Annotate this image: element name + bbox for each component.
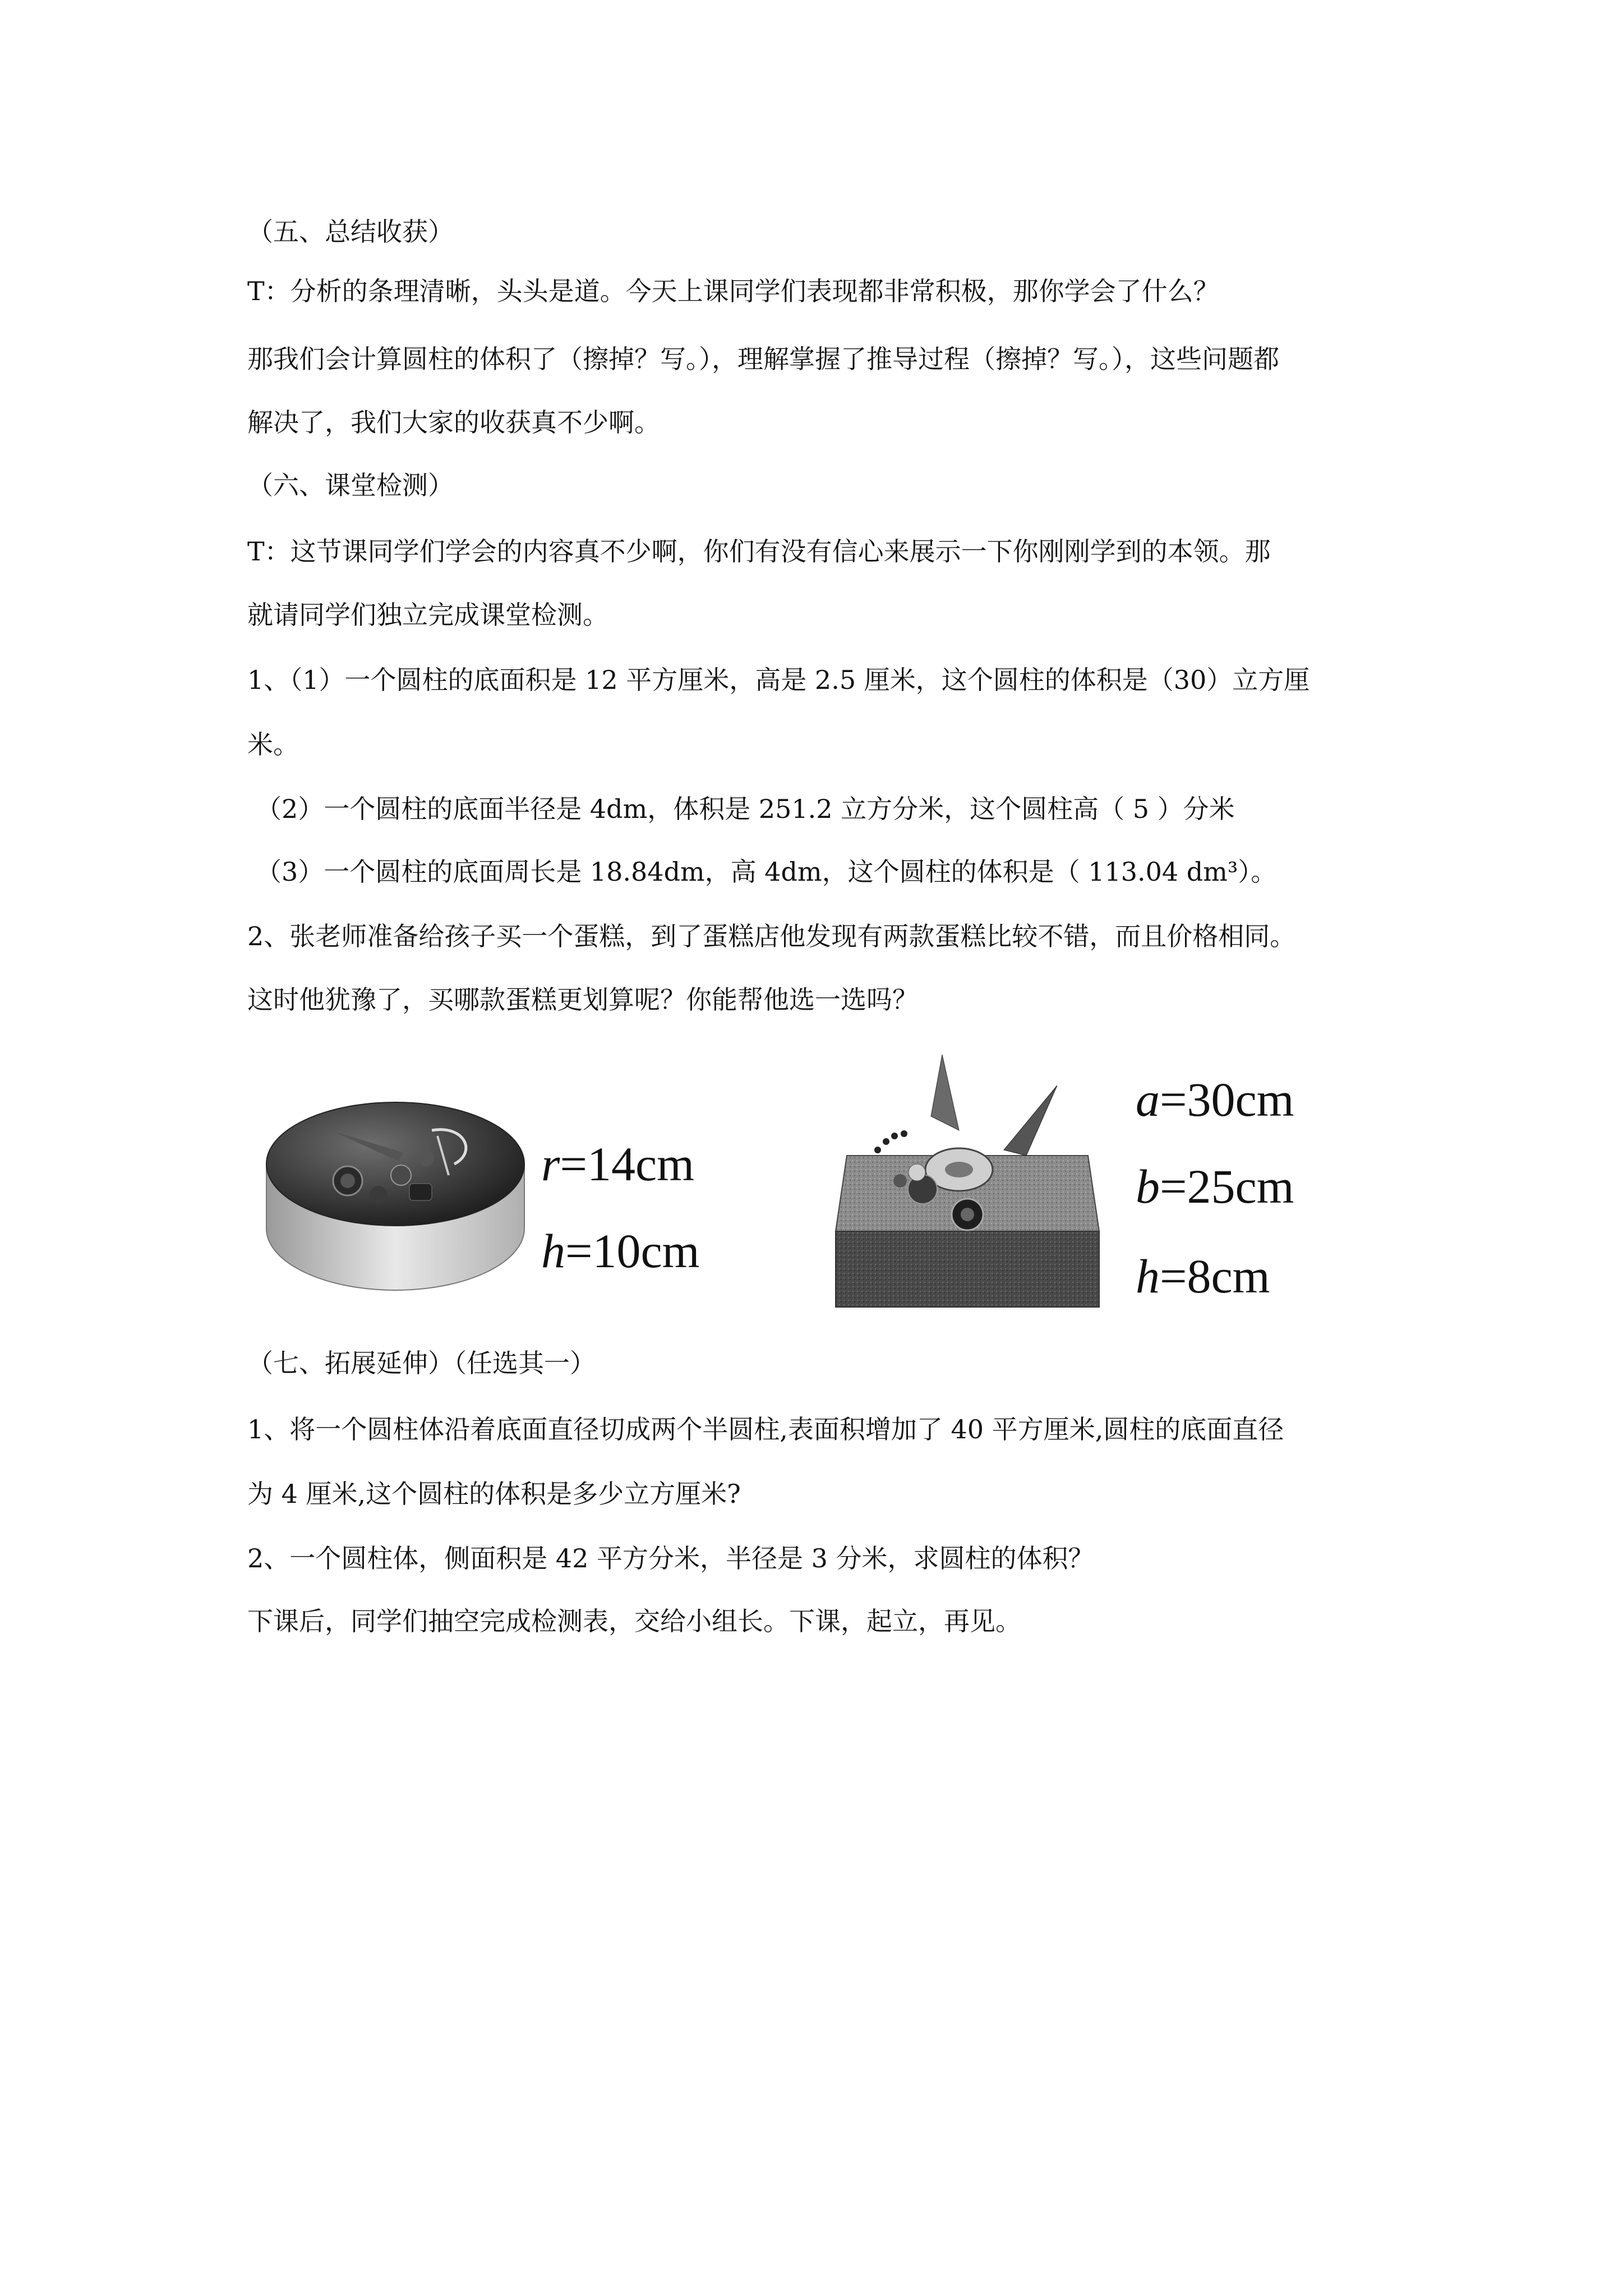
question-2-cont: 这时他犹豫了，买哪款蛋糕更划算呢？你能帮他选一选吗？ <box>247 984 918 1015</box>
paragraph-line: T：这节课同学们学会的内容真不少啊，你们有没有信心来展示一下你刚刚学到的本领。那 <box>247 536 1271 567</box>
question-1-2: （2）一个圆柱的底面半径是 4dm，体积是 251.2 立方分米，这个圆柱高（ 5 ）分米 <box>256 794 1235 824</box>
heading-extension: （七、拓展延伸）（任选其一） <box>247 1348 596 1378</box>
paragraph-line: 那我们会计算圆柱的体积了（擦掉？写。），理解掌握了推导过程（擦掉？写。），这些问题都 <box>247 344 1279 374</box>
round-cake-illustration <box>264 1091 527 1299</box>
round-cake-height-label: h=10cm <box>541 1224 700 1278</box>
extension-question-2: 2、一个圆柱体，侧面积是 42 平方分米，半径是 3 分米，求圆柱的体积？ <box>247 1543 1094 1573</box>
paragraph-line: 就请同学们独立完成课堂检测。 <box>247 600 608 630</box>
paragraph-line: T：分析的条理清晰，头头是道。今天上课同学们表现都非常积极，那你学会了什么？ <box>247 276 1219 306</box>
heading-classroom-test: （六、课堂检测） <box>247 470 454 500</box>
heading-summary: （五、总结收获） <box>247 217 454 247</box>
square-cake-width-label: b=25cm <box>1136 1159 1294 1213</box>
question-1-1: 1、（1）一个圆柱的底面积是 12 平方厘米，高是 2.5 厘米，这个圆柱的体积是（30）立方厘 <box>247 665 1310 695</box>
paragraph-line: 解决了，我们大家的收获真不少啊。 <box>247 407 660 438</box>
question-1-1-cont: 米。 <box>247 729 299 760</box>
question-2: 2、张老师准备给孩子买一个蛋糕，到了蛋糕店他发现有两款蛋糕比较不错，而且价格相同。 <box>247 921 1296 951</box>
round-cake-radius-label: r=14cm <box>541 1137 695 1191</box>
square-cake-illustration <box>824 1052 1105 1313</box>
extension-question-1-cont: 为 4 厘米,这个圆柱的体积是多少立方厘米? <box>247 1479 741 1509</box>
closing-line: 下课后，同学们抽空完成检测表，交给小组长。下课，起立，再见。 <box>247 1606 1021 1636</box>
square-cake-height-label: h=8cm <box>1136 1249 1270 1303</box>
extension-question-1: 1、将一个圆柱体沿着底面直径切成两个半圆柱,表面积增加了 40 平方厘米,圆柱的底面直径 <box>247 1414 1284 1444</box>
question-1-3: （3）一个圆柱的底面周长是 18.84dm，高 4dm，这个圆柱的体积是（ 113.04 dm³）。 <box>256 857 1277 887</box>
square-cake-length-label: a=30cm <box>1136 1073 1294 1126</box>
